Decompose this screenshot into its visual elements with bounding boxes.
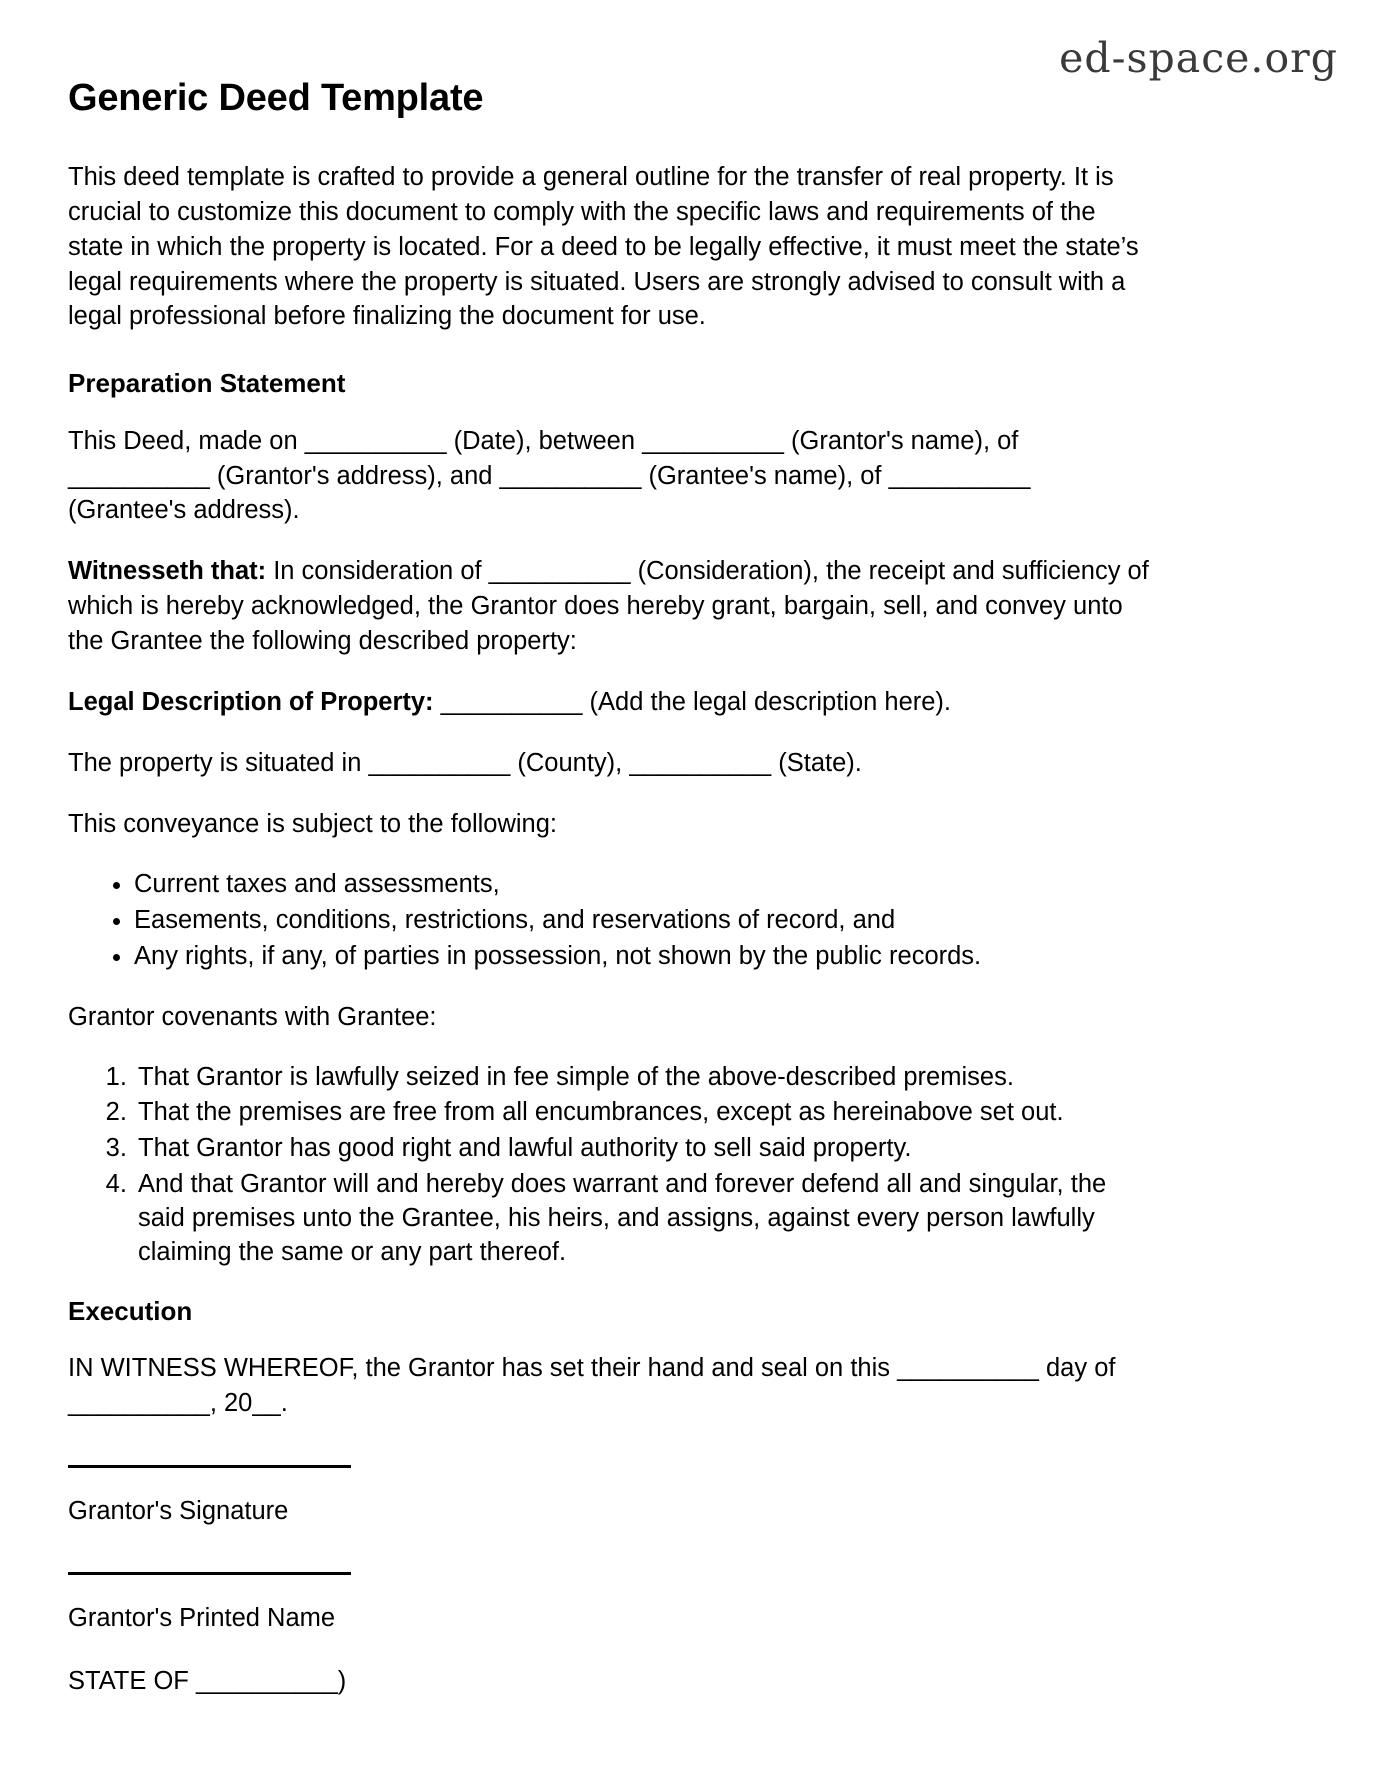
grantor-printed-name-line bbox=[68, 1572, 351, 1575]
deed-parties-paragraph: This Deed, made on __________ (Date), between __________ (Grantor's name), of __________ (Grantor's address), and __________ (Grantee's name), of __________ (Grantee's address). bbox=[68, 426, 1031, 525]
witnesseth-body: In consideration of __________ (Consideration), the receipt and sufficiency of which is hereby acknowledged, the Grantor does hereby grant, bargain, sell, and convey unto the Grantee the following described property: bbox=[68, 557, 1149, 656]
page-title: Generic Deed Template bbox=[68, 77, 484, 119]
grantor-signature-label: Grantor's Signature bbox=[68, 1497, 289, 1525]
section-heading-preparation-statement: Preparation Statement bbox=[68, 368, 346, 399]
list-item: • Current taxes and assessments, bbox=[134, 868, 1153, 902]
conveyance-list bbox=[68, 868, 1153, 974]
list-item: • Easements, conditions, restrictions, and reservations of record, and bbox=[134, 904, 1153, 938]
list-item: • Any rights, if any, of parties in possession, not shown by the public records. bbox=[134, 940, 1153, 974]
legal-description-body: __________ (Add the legal description here). bbox=[433, 688, 952, 717]
grantor-printed-name-label: Grantor's Printed Name bbox=[68, 1604, 336, 1633]
witnesseth-paragraph bbox=[68, 554, 1153, 659]
list-item: 1. That Grantor is lawfully seized in fee simple of the above-described premises. bbox=[134, 1061, 1153, 1095]
property-situated-paragraph: The property is situated in __________ (County), __________ (State). bbox=[68, 749, 862, 778]
document-content bbox=[68, 78, 1153, 1698]
covenants-list bbox=[68, 1061, 1153, 1270]
intro-paragraph: This deed template is crafted to provide a general outline for the transfer of real property. It is crucial to customize this document to comply with the specific laws and requirements of the state in which the property is located. For a deed to be legally effective, it must meet the state’s legal requirements where the property is situated. Users are strongly advised to consult with a legal professional before finalizing the document for use. bbox=[68, 162, 1139, 331]
list-item: 2. That the premises are free from all encumbrances, except as hereinabove set out. bbox=[134, 1096, 1153, 1130]
section-heading-execution: Execution bbox=[68, 1295, 193, 1326]
witnesseth-label: Witnesseth that: bbox=[68, 557, 267, 586]
grantor-signature-line bbox=[68, 1465, 351, 1468]
conveyance-intro-paragraph: This conveyance is subject to the following: bbox=[68, 809, 558, 838]
site-watermark: ed-space.org bbox=[1059, 34, 1338, 82]
list-item: 3. That Grantor has good right and lawful authority to sell said property. bbox=[134, 1132, 1153, 1166]
list-item: 4. And that Grantor will and hereby does warrant and forever defend all and singular, the said premises unto the Grantee, his heirs, and assigns, against every person lawfully claiming the same or any part thereof. bbox=[134, 1168, 1153, 1270]
witness-whereof-paragraph: IN WITNESS WHEREOF, the Grantor has set their hand and seal on this __________ day of __________, 20__. bbox=[68, 1354, 1116, 1418]
covenants-intro-paragraph: Grantor covenants with Grantee: bbox=[68, 1002, 437, 1031]
state-of-line: STATE OF __________) bbox=[68, 1666, 347, 1695]
legal-description-label: Legal Description of Property: bbox=[68, 688, 434, 717]
legal-description-paragraph bbox=[68, 685, 1153, 720]
